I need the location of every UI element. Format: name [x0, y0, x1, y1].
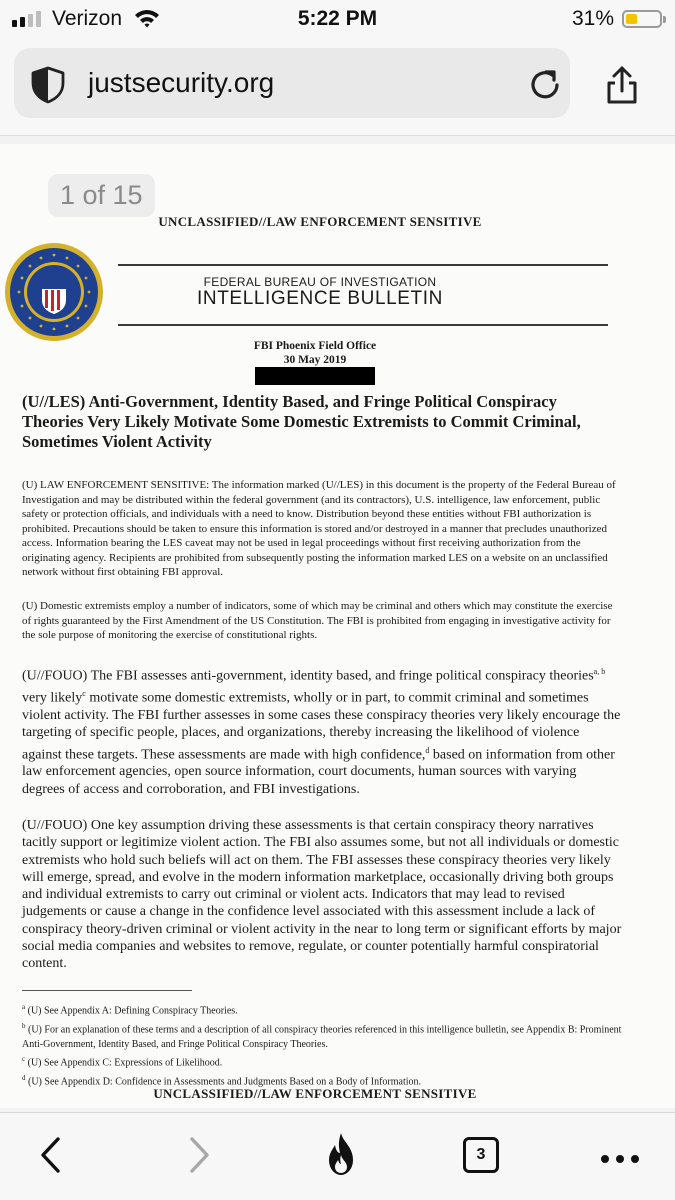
classification-header: UNCLASSIFIED//LAW ENFORCEMENT SENSITIVE	[158, 214, 482, 229]
pdf-viewer[interactable]	[0, 136, 675, 1112]
fire-icon[interactable]	[322, 1131, 360, 1182]
battery-percentage: 31%	[572, 7, 615, 30]
assessment-paragraph: (U//FOUO) The FBI assesses anti-government, identity based, and fringe political conspiracy theories$^{a, b}$ very likely$^c$ motivate some domestic extremists, wholly or in part, to commit criminal and sometimes violent activity. The FBI further assesses in some cases these conspiracy theories very likely encourage the targeting of specific people, places, and organizations, thereby increasing the likelihood of violence against these targets. These assessments are made with high confidence,$^d$ based on information from other law enforcement agencies, open source information, court documents, human sources with varying degrees of access and corroboration, and FBI investigations.	[22, 667, 621, 797]
footnote: $^a$ (U) See Appendix A: Defining Conspiracy Theories.	[22, 1003, 238, 1017]
header-rule-bottom	[118, 324, 608, 326]
key-assumption-paragraph: (U//FOUO) One key assumption driving these assessments is that certain conspiracy theory narratives tacitly support or legitimize violent action. The FBI also assumes some, but not all individuals or domestic extremists who hold such beliefs will act on them. The FBI assesses these conspiracy theories very likely will emerge, spread, and evolve in the modern information marketplace, occasionally driving both groups and individual extremists to carry out criminal or violent acts. Indicators that may lead to revised judgements or cause a change in the confidence level associated with this assessment include a lack of conspiracy theory-driven criminal or violent activity in the near to long term or significant efforts by major social media companies and websites to remove, regulate, or counter potentially harmful conspiratorial content.	[22, 818, 622, 972]
carrier-name: Verizon	[52, 7, 123, 30]
classification-footer: UNCLASSIFIED//LAW ENFORCEMENT SENSITIVE	[153, 1086, 477, 1101]
footnote: $^d$ (U) See Appendix D: Confidence in Assessments and Judgments Based on a Body of Information.	[22, 1073, 421, 1088]
field-office: FBI Phoenix Field Office	[253, 340, 377, 352]
browser-toolbar	[0, 1112, 675, 1200]
footnote: $^c$ (U) See Appendix C: Expressions of Likelihood.	[22, 1055, 223, 1069]
battery-icon	[622, 10, 662, 28]
bulletin-date: 30 May 2019	[283, 354, 347, 366]
share-icon[interactable]	[604, 65, 640, 110]
les-notice-paragraph: (U) LAW ENFORCEMENT SENSITIVE: The information marked (U//LES) in this document is the property of the Federal Bureau of Investigation and may be distributed within the federal government (and its contractors), U.S. intelligence, law enforcement, public safety or protection officials, and individuals with a need to know. Distribution beyond these entities without FBI authorization is prohibited. Precautions should be taken to ensure this information is stored and/or destroyed in a manner that precludes unauthorized access. Information bearing the LES caveat may not be used in legal proceedings without first receiving authorization from the originating agency. Recipients are prohibited from subsequently posting the information marked LES on a website on an unclassified network without first obtaining FBI approval.	[22, 479, 616, 578]
address-field[interactable]	[14, 48, 570, 118]
document-page	[0, 144, 675, 1108]
clock: 5:22 PM	[297, 7, 378, 30]
back-icon[interactable]	[36, 1133, 66, 1182]
shield-icon[interactable]	[30, 66, 66, 109]
footnote: $^b$ (U) For an explanation of these terms and a description of all conspiracy theories referenced in this intelligence bulletin, see Appendix B: Prominent Anti-Government, Identity Based, and Fringe Political Conspiracy Theories.	[22, 1021, 622, 1050]
url-text[interactable]: justsecurity.org	[88, 67, 275, 98]
status-bar	[0, 0, 675, 38]
redaction-bar	[255, 367, 375, 385]
first-amendment-paragraph: (U) Domestic extremists employ a number of indicators, some of which may be criminal and others which may constitute the exercise of rights guaranteed by the First Amendment of the US Constitution. The FBI is prohibited from engaging in investigative activity for the sole purpose of monitoring the exercise of constitutional rights.	[22, 600, 613, 641]
footnotes	[22, 1000, 622, 1090]
fbi-seal-icon	[4, 242, 104, 347]
page-counter: 1 of 15	[48, 174, 155, 217]
bulletin-title: INTELLIGENCE BULLETIN	[197, 288, 443, 309]
more-icon[interactable]	[600, 1151, 640, 1169]
address-bar-area	[0, 38, 675, 136]
forward-icon[interactable]	[184, 1133, 214, 1182]
footnote-divider	[22, 990, 192, 991]
reload-icon[interactable]	[526, 66, 564, 109]
bulletin-headline: (U//LES) Anti-Government, Identity Based, and Fringe Political Conspiracy Theories Very Likely Motivate Some Domestic Extremists to Commit Criminal, Sometimes Violent Activity	[22, 392, 581, 451]
tabs-button[interactable]: 3	[463, 1137, 499, 1173]
header-rule-top	[118, 264, 608, 266]
agency-name: FEDERAL BUREAU OF INVESTIGATION	[203, 275, 437, 289]
